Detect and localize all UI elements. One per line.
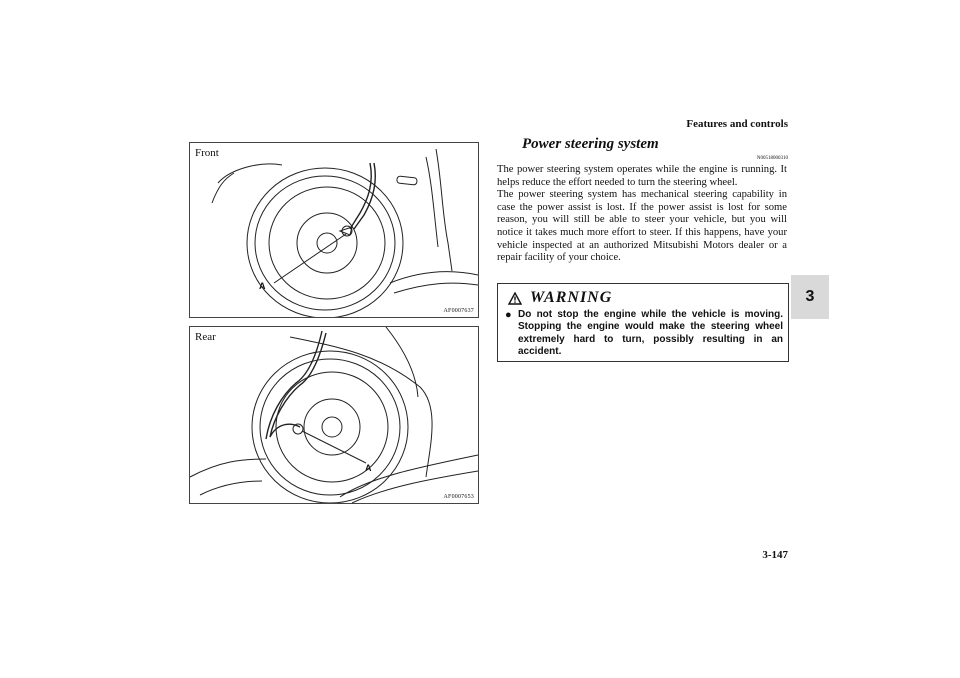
section-body [497,164,787,265]
front-wheel-illustration [190,143,478,317]
chapter-tab: 3 [791,275,829,319]
pointer-label: A [365,463,372,473]
section-title: Power steering system [522,136,659,152]
warning-title: WARNING [530,289,613,306]
figure-label: Front [195,147,219,159]
header-title: Features and controls [686,118,788,130]
body-paragraph: The power steering system operates while the engine is running. It helps reduce the effort needed to turn the steering wheel. [497,164,787,188]
warning-header [508,289,612,307]
figure-code: AF0007653 [443,494,474,500]
figure-label: Rear [195,331,216,343]
rear-wheel-illustration [190,327,478,503]
section-code: N00518000310 [756,156,788,161]
warning-text: Do not stop the engine while the vehicle is moving. Stopping the engine would make the steering wheel extremely hard to turn, possibly resulting in an accident. [518,309,783,358]
warning-item [505,309,783,359]
body-paragraph: The power steering system has mechanical steering capability in case the power assist is lost. If the power assist is lost for some reason, you will still be able to steer your vehicle, but you will notice it takes much more effort to steer. If this happens, have your vehicle inspected at an authorized Mitsubishi Motors dealer or a repair facility of your choice. [497,189,787,264]
pointer-label: A [259,281,266,291]
front-wheel-figure [189,142,479,318]
rear-wheel-figure [189,326,479,504]
page-number: 3-147 [762,549,788,561]
warning-box [497,283,789,362]
bullet-icon: ● [505,309,512,321]
figure-code: AF0007637 [443,308,474,314]
warning-triangle-icon [508,292,522,305]
